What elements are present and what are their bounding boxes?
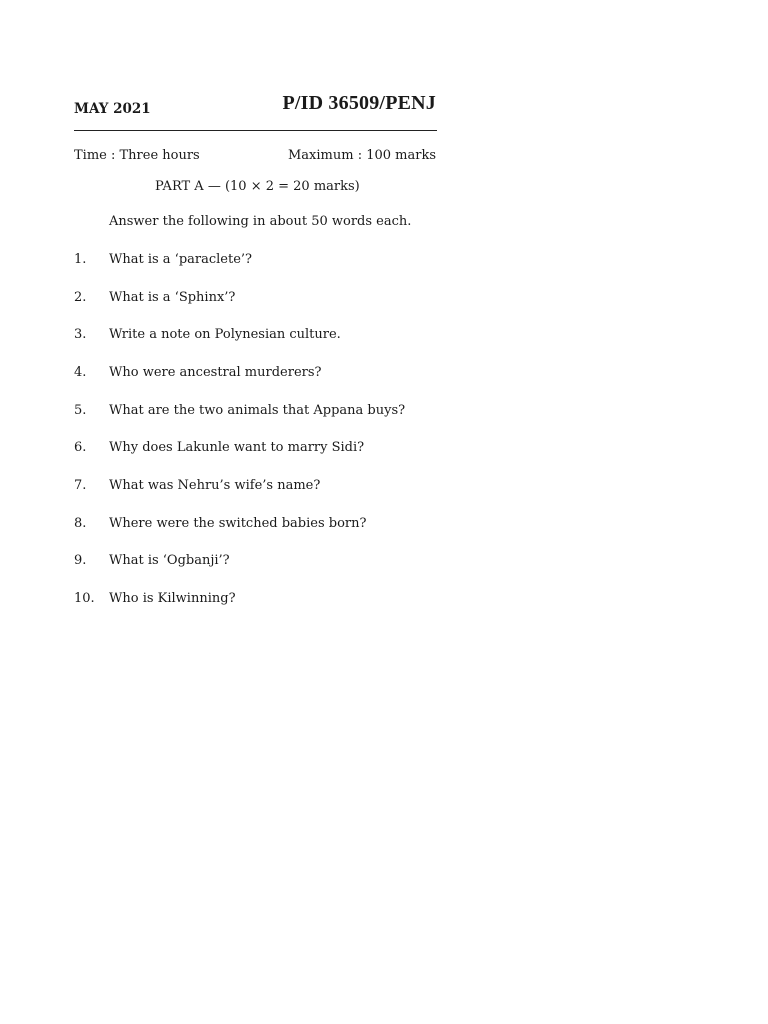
header-divider [74, 130, 437, 131]
question-text: Where were the switched babies born? [109, 516, 367, 531]
part-a-heading: PART A — (10 × 2 = 20 marks) [155, 179, 360, 194]
question-item [74, 365, 474, 383]
question-item [74, 478, 474, 496]
question-item [74, 440, 474, 458]
question-number: 3. [74, 327, 87, 342]
question-text: Why does Lakunle want to marry Sidi? [109, 440, 365, 455]
paper-header [74, 92, 437, 122]
question-number: 9. [74, 553, 87, 568]
question-number: 5. [74, 403, 87, 418]
question-text: What are the two animals that Appana buys? [109, 403, 406, 418]
question-number: 6. [74, 440, 87, 455]
question-number: 4. [74, 365, 87, 380]
question-number: 7. [74, 478, 87, 493]
question-text: What was Nehru’s wife’s name? [109, 478, 321, 493]
question-number: 1. [74, 252, 87, 267]
exam-meta [74, 148, 436, 166]
question-text: Write a note on Polynesian culture. [109, 327, 341, 342]
question-text: Who is Kilwinning? [109, 591, 236, 606]
question-number: 8. [74, 516, 87, 531]
question-item [74, 252, 474, 270]
question-item [74, 591, 474, 609]
question-number: 10. [74, 591, 95, 606]
maximum-marks: Maximum : 100 marks [287, 148, 436, 163]
paper-code: P/ID 36509/PENJ [282, 92, 436, 114]
question-item [74, 516, 474, 534]
question-item [74, 290, 474, 308]
question-text: What is a ‘paraclete’? [109, 252, 253, 267]
question-text: What is a ‘Sphinx’? [109, 290, 236, 305]
time-allowed: Time : Three hours [74, 148, 200, 163]
part-a-instruction: Answer the following in about 50 words each. [109, 214, 412, 229]
question-item [74, 403, 474, 421]
question-number: 2. [74, 290, 87, 305]
question-text: What is ‘Ogbanji’? [109, 553, 230, 568]
exam-session: MAY 2021 [74, 101, 151, 117]
question-item [74, 327, 474, 345]
question-item [74, 553, 474, 571]
question-text: Who were ancestral murderers? [109, 365, 322, 380]
